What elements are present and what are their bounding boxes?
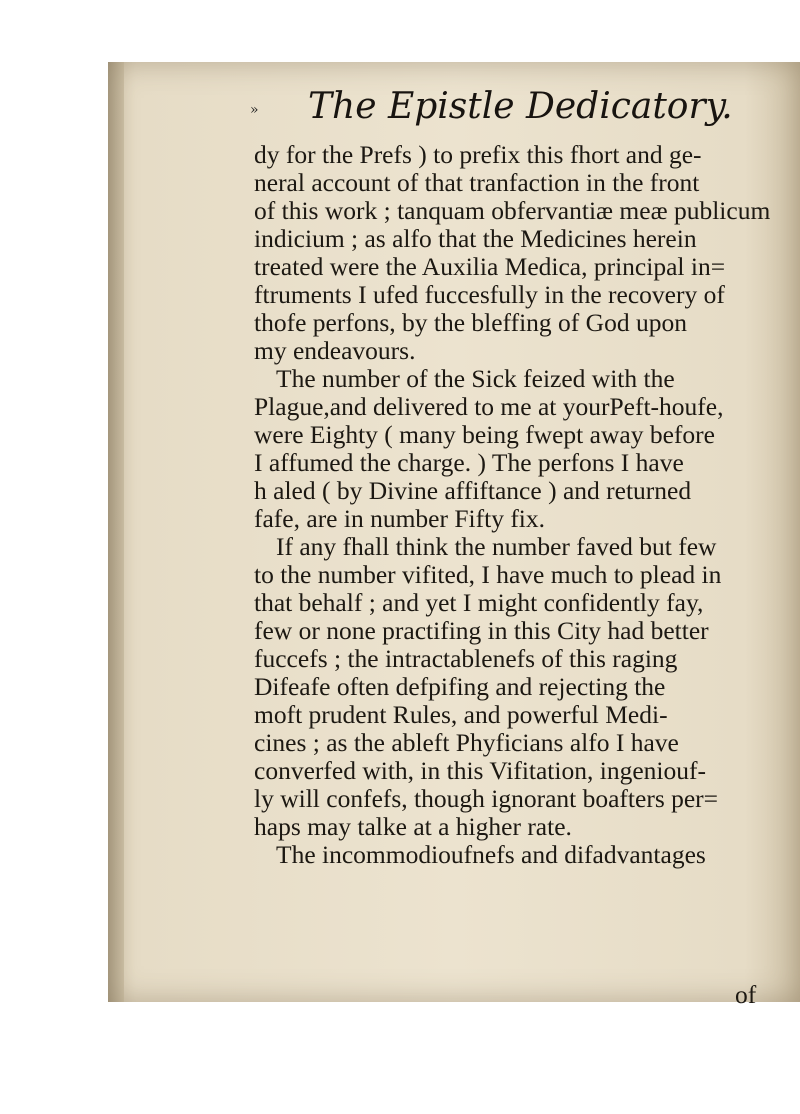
text-line: thofe perfons, by the bleffing of God upon — [254, 308, 687, 337]
text-line: neral account of that tranfaction in the front — [254, 168, 700, 197]
text-line: treated were the Auxilia Medica, principal in= — [254, 252, 726, 281]
catchword: of — [735, 980, 757, 1009]
text-line: Difeafe often defpifing and rejecting the — [254, 672, 666, 701]
text-line: fafe, are in number Fifty fix. — [254, 504, 546, 533]
text-line: that behalf ; and yet I might confidently fay, — [254, 588, 704, 617]
text-line: moft prudent Rules, and powerful Medi- — [254, 700, 668, 729]
text-line: I affumed the charge. ) The perfons I have — [254, 448, 684, 477]
header-mark: » — [250, 102, 259, 118]
text-line: of this work ; tanquam obfervantiæ meæ publicum — [254, 196, 771, 225]
text-line: The number of the Sick feized with the — [276, 364, 675, 393]
page-title: The Epistle Dedicatory. — [308, 86, 733, 127]
paper-edge — [108, 62, 124, 1002]
text-line: The incommodioufnefs and difadvantages — [276, 840, 706, 869]
text-line: my endeavours. — [254, 336, 416, 365]
text-line: few or none practifing in this City had better — [254, 616, 709, 645]
text-line: haps may talke at a higher rate. — [254, 812, 572, 841]
text-line: h aled ( by Divine affiftance ) and returned — [254, 476, 692, 505]
running-header — [160, 86, 760, 136]
text-line: indicium ; as alfo that the Medicines herein — [254, 224, 697, 253]
text-line: were Eighty ( many being fwept away before — [254, 420, 715, 449]
text-line: If any fhall think the number faved but few — [276, 532, 717, 561]
text-line: ftruments I ufed fuccesfully in the recovery of — [254, 280, 725, 309]
text-line: dy for the Prefs ) to prefix this fhort and ge- — [254, 140, 702, 169]
text-line: ly will confefs, though ignorant boafters per= — [254, 784, 719, 813]
text-line: fuccefs ; the intractablenefs of this raging — [254, 644, 678, 673]
text-line: to the number vifited, I have much to plead in — [254, 560, 722, 589]
text-line: cines ; as the ableft Phyficians alfo I have — [254, 728, 679, 757]
body-text — [254, 141, 774, 869]
text-line: converfed with, in this Vifitation, ingeniouf- — [254, 756, 706, 785]
text-line: Plague,and delivered to me at yourPeft-houfe, — [254, 392, 724, 421]
